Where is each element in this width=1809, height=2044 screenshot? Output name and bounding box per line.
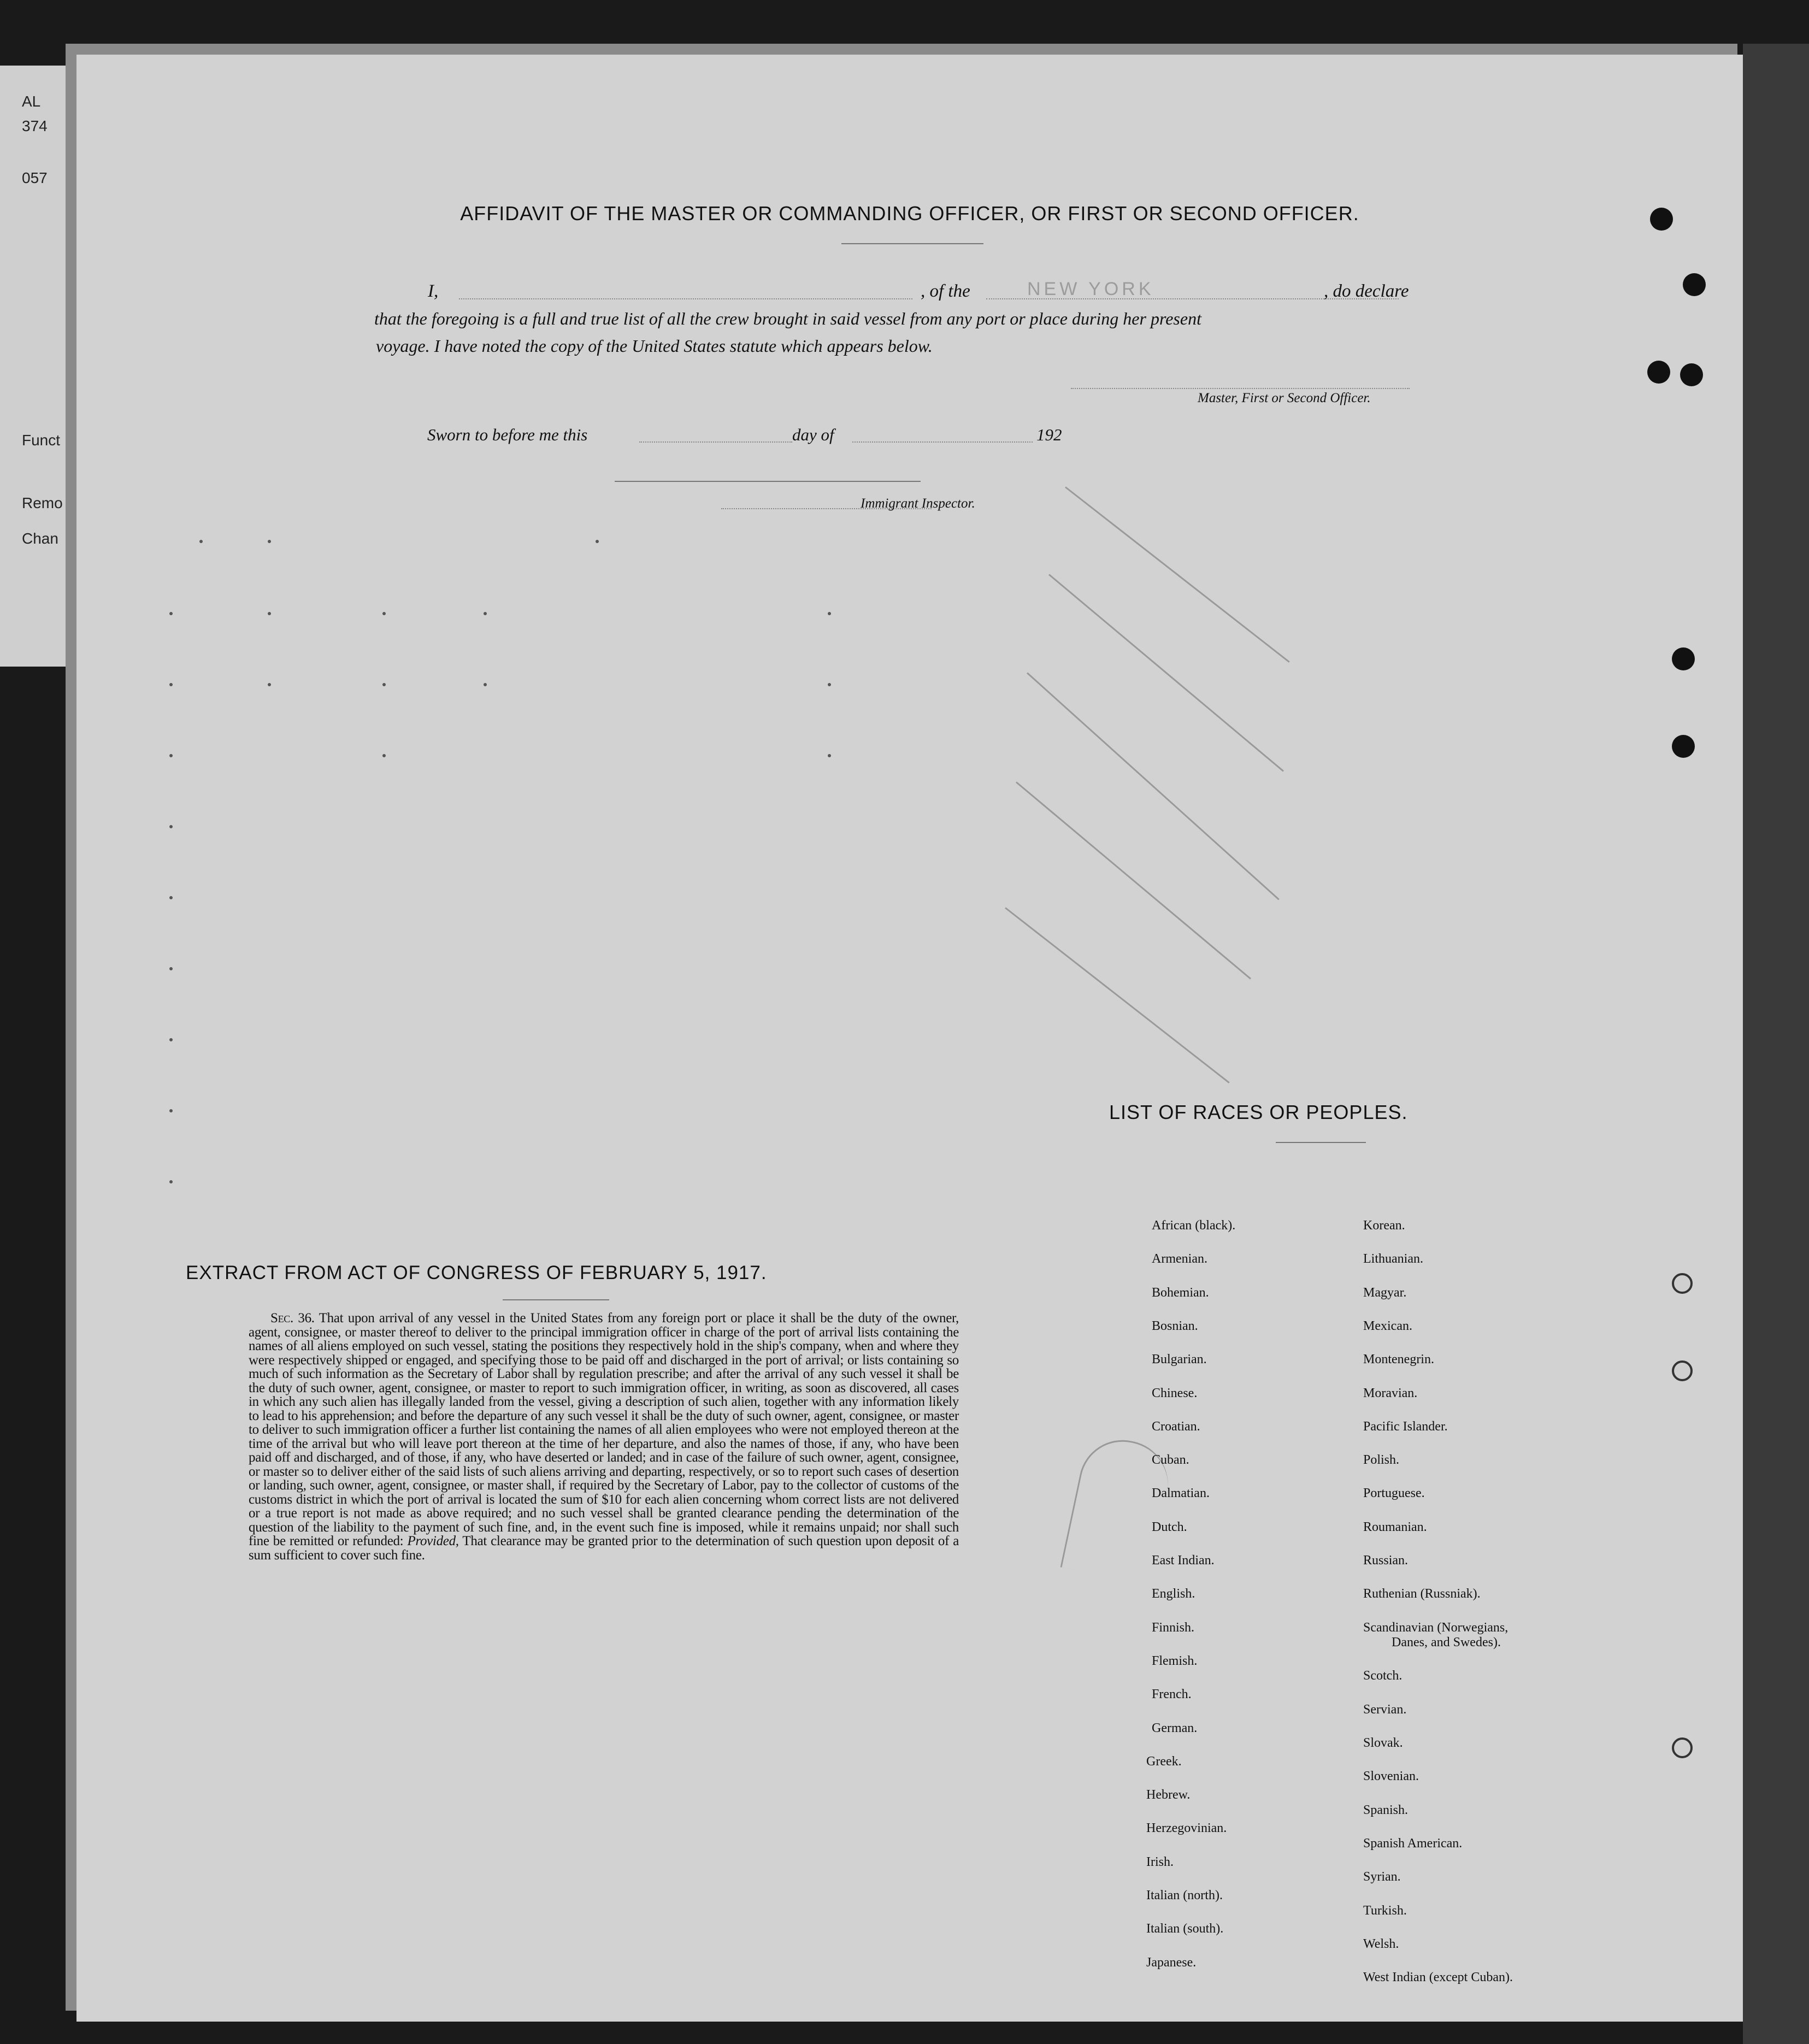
punch-hole <box>1680 363 1703 386</box>
divider <box>615 481 921 482</box>
race-item: Croatian. <box>1152 1419 1200 1434</box>
punch-hole <box>1672 1360 1693 1381</box>
ink-streak <box>1027 672 1280 900</box>
extract-title: EXTRACT FROM ACT OF CONGRESS OF FEBRUARY 5, 1917. <box>186 1262 767 1283</box>
race-item: East Indian. <box>1152 1553 1215 1568</box>
sworn-line: Sworn to before me this <box>427 425 588 444</box>
race-item: Greek. <box>1146 1754 1182 1769</box>
punch-hole <box>1683 273 1706 296</box>
race-item: Spanish American. <box>1363 1836 1463 1851</box>
ink-streak <box>1048 574 1284 771</box>
race-item: Slovenian. <box>1363 1769 1419 1784</box>
race-item: Chinese. <box>1152 1386 1198 1400</box>
faded-mark <box>268 612 271 615</box>
edge-text: AL <box>22 93 41 110</box>
name-blank <box>459 298 912 299</box>
faded-mark <box>382 754 386 757</box>
race-item: Mexican. <box>1363 1318 1412 1333</box>
punch-hole <box>1672 735 1695 758</box>
race-item: Hebrew. <box>1146 1788 1191 1803</box>
race-item: Herzegovinian. <box>1146 1821 1227 1836</box>
punch-hole <box>1650 208 1673 231</box>
affidavit-line-start: I, <box>428 281 439 301</box>
ghost-stamp: NEW YORK <box>1027 279 1154 299</box>
race-item: Bosnian. <box>1152 1318 1198 1333</box>
affidavit-line-3: voyage. I have noted the copy of the United States statute which appears below. <box>376 336 933 356</box>
race-item: Slovak. <box>1363 1736 1403 1751</box>
race-item: Roumanian. <box>1363 1519 1427 1534</box>
race-item: Pacific Islander. <box>1363 1419 1448 1434</box>
race-item: Scandinavian (Norwegians, <box>1363 1620 1509 1635</box>
faded-mark <box>199 540 203 543</box>
signature-label: Master, First or Second Officer. <box>1198 391 1371 405</box>
divider <box>503 1299 609 1300</box>
race-item: English. <box>1152 1587 1195 1601</box>
faded-mark <box>268 683 271 686</box>
race-item: Bohemian. <box>1152 1285 1209 1300</box>
race-item: Russian. <box>1363 1553 1409 1568</box>
proviso-text: That clearance may be granted prior to the determination of such question upon deposit of a sum sufficient to cover such fine. <box>249 1534 959 1563</box>
faded-mark <box>169 967 173 970</box>
race-item: Armenian. <box>1152 1252 1207 1267</box>
edge-text: Chan <box>22 530 58 547</box>
faded-mark <box>596 540 599 543</box>
month-blank <box>852 441 1033 443</box>
race-item: Portuguese. <box>1363 1486 1425 1501</box>
race-item: Turkish. <box>1363 1903 1407 1918</box>
sworn-day-of: day of <box>792 425 834 444</box>
punch-hole <box>1647 361 1670 384</box>
section-label: Sec. 36. <box>270 1311 315 1326</box>
race-item: West Indian (except Cuban). <box>1363 1970 1513 1985</box>
race-item: Irish. <box>1146 1854 1174 1869</box>
race-item: Lithuanian. <box>1363 1252 1423 1267</box>
race-item: Finnish. <box>1152 1620 1195 1635</box>
race-item: Danes, and Swedes). <box>1392 1635 1501 1650</box>
day-blank <box>639 441 792 443</box>
affidavit-line-2: that the foregoing is a full and true list of all the crew brought in said vessel from any port or place during her present <box>374 309 1201 328</box>
section-36-text <box>249 1311 959 1562</box>
punch-hole <box>1672 1273 1693 1294</box>
punch-hole <box>1672 1737 1693 1758</box>
races-title: LIST OF RACES OR PEOPLES. <box>1109 1101 1408 1123</box>
sworn-year: 192 <box>1036 425 1062 444</box>
race-item: Moravian. <box>1363 1386 1418 1400</box>
race-item: Spanish. <box>1363 1803 1409 1817</box>
edge-text: 374 <box>22 117 48 134</box>
faded-mark <box>268 540 271 543</box>
faded-mark <box>484 683 487 686</box>
faded-mark <box>169 1038 173 1041</box>
race-item: Montenegrin. <box>1363 1352 1434 1367</box>
signature-blank <box>1071 388 1410 389</box>
faded-mark <box>169 683 173 686</box>
faded-mark <box>828 612 831 615</box>
divider <box>1276 1142 1366 1143</box>
race-item: Magyar. <box>1363 1285 1407 1300</box>
affidavit-of-the: , of the <box>921 281 970 301</box>
faded-mark <box>169 825 173 828</box>
race-item: Polish. <box>1363 1453 1400 1468</box>
faded-mark <box>169 754 173 757</box>
faded-mark <box>382 683 386 686</box>
edge-text: Remo <box>22 494 63 511</box>
inspector-label: Immigrant Inspector. <box>861 496 975 511</box>
proviso-label: Provided, <box>407 1534 459 1548</box>
faded-mark <box>169 1109 173 1112</box>
race-item: Servian. <box>1363 1702 1407 1717</box>
race-item: Welsh. <box>1363 1936 1399 1951</box>
faded-mark <box>382 612 386 615</box>
faded-mark <box>828 683 831 686</box>
adjacent-page-edge <box>0 66 66 667</box>
race-item: Syrian. <box>1363 1870 1401 1884</box>
race-item: Japanese. <box>1146 1955 1197 1970</box>
race-item: Italian (south). <box>1146 1922 1224 1936</box>
race-item: Cuban. <box>1152 1453 1189 1468</box>
section-body: That upon arrival of any vessel in the United States from any foreign port or place it shall be the duty of the owner, agent, consignee, or master thereof to deliver to the principal immigration officer in charge of the port of arrival lists containing the names of all aliens employed on such vessel, stating the positions they respectively hold in the ship's company, when and where they were respectively shipped or engaged, and specifying those to be paid off and discharged in the port of arrival; or lists containing so much of such information as the Secretary of Labor shall by regulation prescribe; and after the arrival of any such vessel it shall be the duty of such owner, agent, consignee, or master to report to such immigration officer, in writing, as soon as discovered, all cases in which any such alien has illegally landed from the vessel, giving a description of such alien, together with any information likely to lead to his apprehension; and before the departure of any such vessel it shall be the duty of such owner, agent, consignee, or master to deliver to such immigration officer a further list containing the names of all alien employees who were not employed thereon at the time of the arrival but who will leave port thereon at the time of her departure, and also the names of those, if any, who have been paid off and discharged, and of those, if any, who have deserted or landed; and in case of the failure of such owner, agent, consignee, or master so to deliver either of the said lists of such aliens arriving and departing, respectively, or so to report such cases of desertion or landing, such owner, agent, consignee, or master shall, if required by the Secretary of Labor, pay to the collector of customs of the customs district in which the port of arrival is located the sum of $10 for each alien concerning whom correct lists are not delivered or a true report is not made as above required; and no such vessel shall be granted clearance pending the determination of the question of the liability to the payment of such fine, and, in the event such fine is imposed, while it remains unpaid; nor shall such fine be remitted or refunded: <box>249 1311 959 1548</box>
scan-shadow <box>1743 44 1809 2044</box>
race-item: Korean. <box>1363 1218 1405 1233</box>
faded-mark <box>169 1180 173 1183</box>
faded-mark <box>169 612 173 615</box>
race-item: Ruthenian (Russniak). <box>1363 1587 1481 1601</box>
race-item: Scotch. <box>1363 1669 1403 1683</box>
punch-hole <box>1672 647 1695 670</box>
faded-mark <box>484 612 487 615</box>
ink-streak <box>1016 781 1251 979</box>
manifest-page <box>76 55 1743 2022</box>
faded-mark <box>828 754 831 757</box>
race-item: African (black). <box>1152 1218 1236 1233</box>
race-item: Bulgarian. <box>1152 1352 1207 1367</box>
race-item: French. <box>1152 1687 1192 1702</box>
edge-text: 057 <box>22 169 48 186</box>
race-item: Dutch. <box>1152 1519 1187 1534</box>
edge-text: Funct <box>22 432 61 449</box>
affidavit-do-declare: , do declare <box>1324 281 1409 301</box>
ink-streak <box>1065 486 1290 663</box>
race-item: Flemish. <box>1152 1653 1198 1668</box>
race-item: Italian (north). <box>1146 1888 1223 1902</box>
affidavit-title: AFFIDAVIT OF THE MASTER OR COMMANDING OFFICER, OR FIRST OR SECOND OFFICER. <box>460 202 1359 225</box>
race-item: Dalmatian. <box>1152 1486 1210 1501</box>
race-item: German. <box>1152 1721 1198 1735</box>
divider <box>841 243 983 244</box>
faded-mark <box>169 896 173 899</box>
